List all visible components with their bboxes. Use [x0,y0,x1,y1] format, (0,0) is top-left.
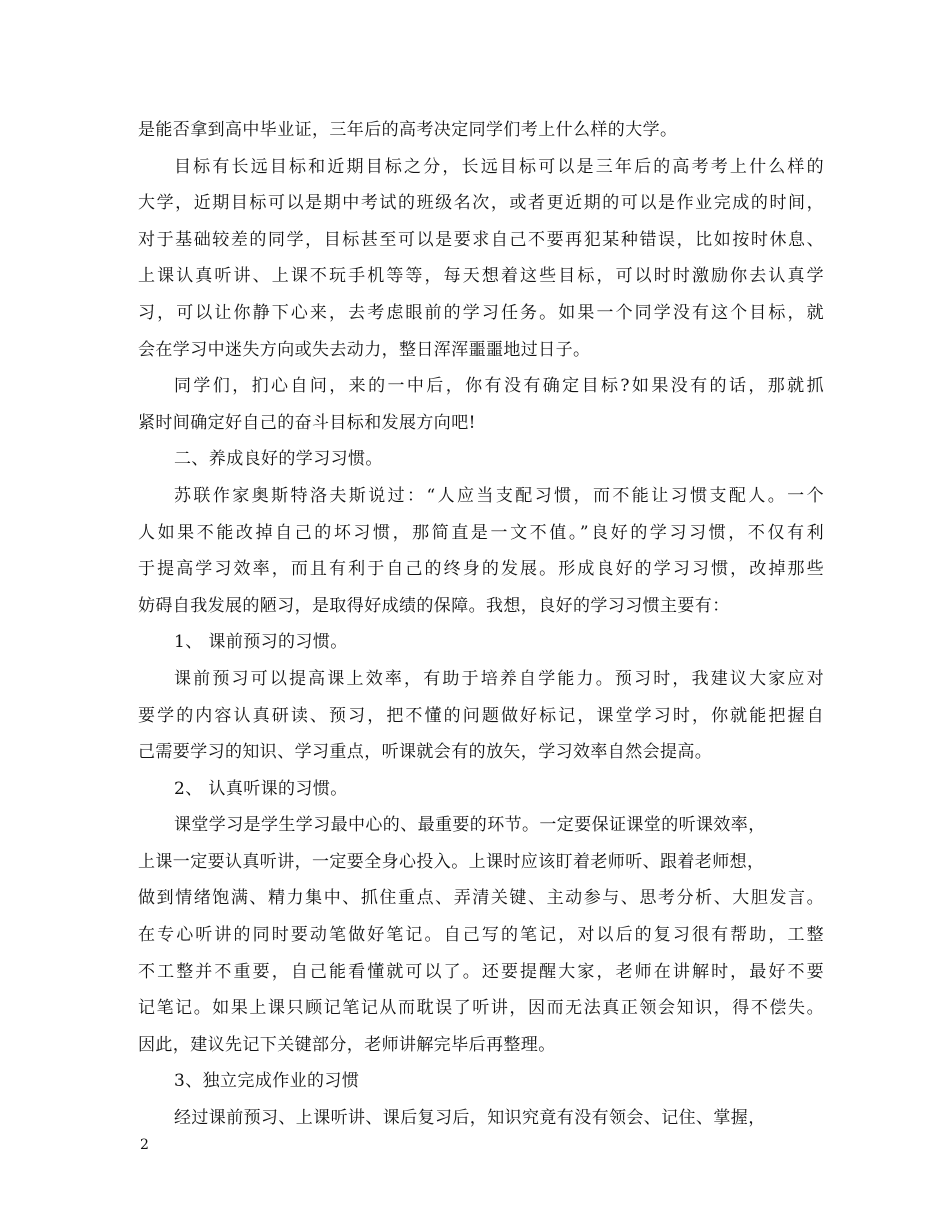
text-line: 在专心听讲的同时要动笔做好笔记。自己写的笔记，对以后的复习很有帮助，工整 [138,925,824,946]
text-line: 苏联作家奥斯特洛夫斯说过：“人应当支配习惯，而不能让习惯支配人。一个 [174,485,824,506]
text-line: 对于基础较差的同学，目标甚至可以是要求自己不要再犯某种错误，比如按时休息、 [138,229,824,250]
text-line: 于提高学习效率，而且有利于自己的终身的发展。形成良好的学习习惯，改掉那些 [138,559,824,580]
text-line: 课前预习可以提高课上效率，有助于培养自学能力。预习时，我建议大家应对 [174,668,824,689]
text-line: 己需要学习的知识、学习重点，听课就会有的放矢，学习效率自然会提高。 [138,742,713,763]
text-line: 2、 认真听课的习惯。 [174,778,348,799]
text-line: 会在学习中迷失方向或失去动力，整日浑浑噩噩地过日子。 [138,339,591,360]
text-line: 记笔记。如果上课只顾记笔记从而耽误了听讲，因而无法真正领会知识，得不偿失。 [138,998,824,1019]
page-number: 2 [140,1137,149,1153]
text-line: 课堂学习是学生学习最中心的、最重要的环节。一定要保证课堂的听课效率， [174,815,766,836]
text-line: 紧时间确定好自己的奋斗目标和发展方向吧! [138,412,476,433]
text-line: 是能否拿到高中毕业证，三年后的高考决定同学们考上什么样的大学。 [138,120,678,140]
body-text [138,112,824,1137]
text-line: 1、 课前预习的习惯。 [174,632,348,653]
text-line: 上课一定要认真听讲，一定要全身心投入。上课时应该盯着老师听、跟着老师想， [138,851,765,872]
text-line: 不工整并不重要，自己能看懂就可以了。还要提醒大家，老师在讲解时，最好不要 [138,961,824,982]
text-line: 3、独立完成作业的习惯 [174,1071,360,1092]
text-line: 习，可以让你静下心来，去考虑眼前的学习任务。如果一个同学没有这个目标，就 [138,302,824,323]
text-line: 大学，近期目标可以是期中考试的班级名次，或者更近期的可以是作业完成的时间， [138,193,824,214]
text-line: 二、养成良好的学习习惯。 [174,449,383,470]
text-line: 经过课前预习、上课听讲、课后复习后，知识究竟有没有领会、记住、掌握， [174,1108,766,1129]
text-line: 同学们，扪心自问，来的一中后，你有没有确定目标?如果没有的话，那就抓 [174,376,824,397]
text-line: 做到情绪饱满、精力集中、抓住重点、弄清关键、主动参与、思考分析、大胆发言。 [138,888,824,909]
text-line: 目标有长远目标和近期目标之分，长远目标可以是三年后的高考考上什么样的 [174,156,824,177]
text-line: 因此，建议先记下关键部分，老师讲解完毕后再整理。 [138,1034,556,1055]
text-line: 上课认真听讲、上课不玩手机等等，每天想着这些目标，可以时时激励你去认真学 [138,266,824,287]
text-line: 妨碍自我发展的陋习，是取得好成绩的保障。我想，良好的学习习惯主要有： [138,595,730,616]
text-line: 人如果不能改掉自己的坏习惯，那简直是一文不值。”良好的学习习惯，不仅有利 [138,522,824,543]
text-line: 要学的内容认真研读、预习，把不懂的问题做好标记，课堂学习时，你就能把握自 [138,705,824,726]
